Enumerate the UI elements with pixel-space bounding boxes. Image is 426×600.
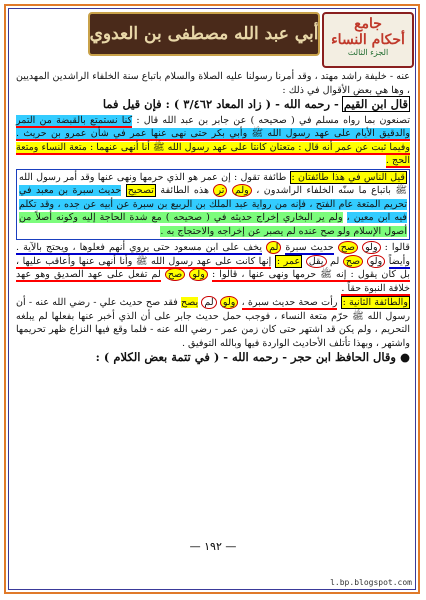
ibn-hajar-heading: ● وقال الحافظ ابن حجر - رحمه الله - ( في تتمة بعض الكلام ) : [95,350,410,364]
yasih-highlight: يصح [181,297,199,308]
circled-word: لم [201,296,216,309]
circled-word: ولو [220,296,239,309]
paragraph-2-text: تصنعون بما رواه مسلم في ( صحيحه ) عن جابر بن عبد الله قال : [136,114,411,126]
document-body [16,70,410,367]
ibn-qayyim-label: قال ابن القيم [343,97,408,111]
paragraph-4-text-5: لم تفعل على عهد الصديق وهو عهد خلافة النبوة حقاً . [16,269,410,294]
circled-word: ولو [367,255,386,268]
circled-word: صح [343,255,363,268]
circled-word: ولم [232,184,252,197]
circled-word: تر [213,184,227,197]
paragraph-6 [16,351,410,366]
source-url: l.bp.blogspot.com [330,578,412,587]
author-banner [88,12,320,56]
book-title-line1: جامع [354,16,382,32]
paragraph-5-text: رأت صحة حديث سبرة ، [241,297,338,308]
circled-word: يقل [306,255,327,268]
first-group-text: طائفة تقول : إن عمر هو الذي حرمها ونهى عنها وقد أمر رسول الله ﷺ باتباع ما سنّه الخلفاء الراشدون ، [19,171,407,196]
ibn-qayyim-rest: - رحمه الله - ( زاد المعاد ٣/٤٦٢ ) : فإن قيل فما [102,97,339,111]
paragraph-1-text: عنه - خليفة راشد مهتد ، وقد أمرنا رسولنا عليه الصلاة والسلام باتباع سنة الخلفاء الراشدين المهديين ، وها هي بعض الأقوال في ذلك : [16,71,410,96]
circled-word: ولو [362,241,381,254]
two-groups-label: قيل الناس في هذا طائفتان : [291,171,405,183]
second-group-label: والطائفة الثانية : [342,297,408,308]
paragraph-5 [16,296,410,350]
author-name: أبي عبد الله مصطفى بن العدوي [89,24,319,44]
first-group-text-3: حديث سبرة بن معبد في تحريم المتعة عام الفتح ، فإنه من رواية عبد الملك بن الربيع بن سبرة عن أبيه عن جده ، وقد تكلم فيه ابن معين ، [19,185,407,223]
tashih-highlight: تصحيح [127,185,154,196]
paragraph-4 [16,241,410,295]
page-number: — ١٩٢ — [189,540,237,553]
paragraph-4-text: حديث سبرة [285,242,334,253]
book-title-banner [322,12,414,68]
heading-ibn-qayyim [16,98,410,113]
circled-word: صح [338,241,358,254]
paragraph-4-text-2: يخف على ابن مسعود حتى يروي أنهم فعلوها ، ويحتج بالآية . وأيضاً [16,242,410,267]
umar-label: عمر : [276,255,301,267]
paragraph-4-text-4: إنها كانت على عهد رسول الله ﷺ وأنا أنهى عنها وأعاقب عليها ، بل كان يقول : إنه ﷺ حرمها ونهى عنها ، قالوا : [16,255,410,280]
first-group-block [16,169,410,241]
circled-word: ولو [189,268,208,281]
bukhari-note-highlight: ولم ير البخاري إخراج حديثه في ( صحيحه ) مع شدة الحاجة إليه وكونه أصلاً من أصول الإسلام ولو صح عنده لم يصبر عن إخراجه والاحتجاج به . [19,212,407,237]
first-group-text-2: هذه الطائفة [160,185,210,196]
paragraph-2 [16,114,410,168]
circled-word: لم [266,241,281,254]
umar-statement-highlight: وفيما ثبت عن عمر أنه قال : متعتان كانتا على عهد رسول الله ﷺ أنا أنهى عنهما : متعة النساء ومتعة الحج . [16,141,410,166]
paragraph-1 [16,70,410,97]
circled-word: صح [165,268,185,281]
book-title-line2: أحكام النساء [331,32,405,48]
book-volume: الجزء الثالث [347,48,389,57]
paragraph-5-text-2: فقد صح حديث علي - رضي الله عنه - أن رسول الله ﷺ حرّم متعة النساء ، فوجب حمل حديث جابر على أن الذي أخبر عنها بفعلها لم يبلغه التحريم ، ولم يكن قد اشتهر حتى كان زمن عمر - رضي الله عنه - فلما وقع فيها النزاع ظهر تحريمها واشتهر ، وبهذا تأتلف الأحاديث الواردة فيها وبالله التوفيق . [16,297,410,349]
paragraph-4-text-3: لم [330,255,340,267]
qalu-label: قالوا : [384,242,410,253]
page-header [10,8,414,68]
jabir-hadith-highlight: كنا نستمتع بالقبضة من التمر والدقيق الأيام على عهد رسول الله ﷺ وأبي بكر حتى نهى عنها عمر في شأن عمرو بن حريث . [16,114,410,139]
